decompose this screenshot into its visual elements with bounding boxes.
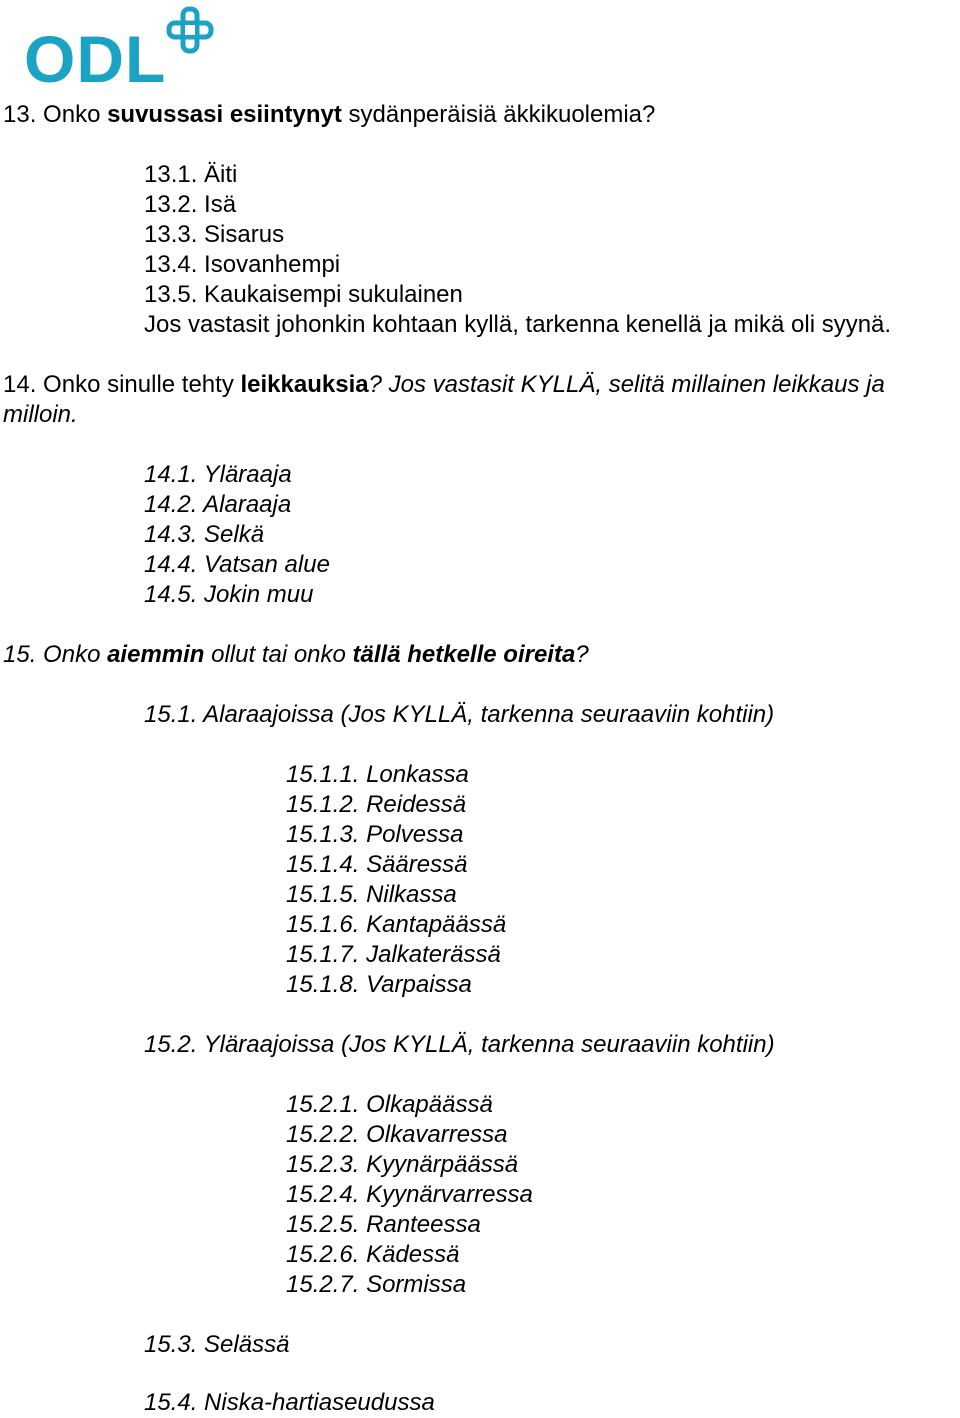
question-13 xyxy=(3,100,655,130)
q15-1-item-8: 15.1.8. Varpaissa xyxy=(286,971,472,998)
q15-2-item-3: 15.2.3. Kyynärpäässä xyxy=(286,1151,519,1178)
cross-logo-icon xyxy=(166,6,214,54)
q15-1-item-1: 15.1.1. Lonkassa xyxy=(286,761,469,788)
q15-2-item-7: 15.2.7. Sormissa xyxy=(286,1271,467,1298)
q13-item-5: 13.5. Kaukaisempi sukulainen xyxy=(144,281,463,308)
question-emphasis: leikkauksia xyxy=(240,371,369,398)
q14-item-3: 14.3. Selkä xyxy=(144,521,265,548)
q15-2-item-5: 15.2.5. Ranteessa xyxy=(286,1211,481,1238)
question-text: ollut tai onko xyxy=(204,641,353,668)
q14-item-4: 14.4. Vatsan alue xyxy=(144,551,330,578)
q15-2-item-1: 15.2.1. Olkapäässä xyxy=(286,1091,493,1118)
q13-note: Jos vastasit johonkin kohtaan kyllä, tarkenna kenellä ja mikä oli syynä. xyxy=(144,311,892,338)
question-text: ? Jos vastasit KYLLÄ, selitä millainen leikkaus ja xyxy=(368,371,885,398)
odl-logo xyxy=(24,6,224,96)
question-15 xyxy=(3,640,589,670)
q14-item-1: 14.1. Yläraaja xyxy=(144,461,292,488)
question-text: Onko sinulle tehty xyxy=(43,371,241,398)
q13-item-2: 13.2. Isä xyxy=(144,191,237,218)
question-text: ? xyxy=(575,641,589,668)
question-14-continuation: milloin. xyxy=(3,401,78,428)
q15-sub-2-label: 15.2. Yläraajoissa (Jos KYLLÄ, tarkenna seuraaviin kohtiin) xyxy=(144,1031,775,1058)
q15-sub-4-label: 15.4. Niska-hartiaseudussa xyxy=(144,1389,435,1416)
q14-item-5: 14.5. Jokin muu xyxy=(144,581,314,608)
q15-2-item-2: 15.2.2. Olkavarressa xyxy=(286,1121,508,1148)
question-emphasis: aiemmin xyxy=(107,641,205,668)
question-text: Onko xyxy=(43,641,108,668)
question-number: 15. xyxy=(3,641,37,668)
q15-2-item-6: 15.2.6. Kädessä xyxy=(286,1241,460,1268)
question-number: 14. xyxy=(3,371,37,398)
q15-1-item-5: 15.1.5. Nilkassa xyxy=(286,881,457,908)
q15-1-item-3: 15.1.3. Polvessa xyxy=(286,821,464,848)
question-text: sydänperäisiä äkkikuolemia? xyxy=(341,101,656,128)
q15-1-item-6: 15.1.6. Kantapäässä xyxy=(286,911,507,938)
q15-1-item-7: 15.1.7. Jalkaterässä xyxy=(286,941,501,968)
logo-wordmark: ODL xyxy=(24,22,167,96)
q15-sub-3-label: 15.3. Selässä xyxy=(144,1331,290,1358)
q14-item-2: 14.2. Alaraaja xyxy=(144,491,292,518)
question-emphasis: tällä hetkelle oireita xyxy=(352,641,576,668)
q13-item-3: 13.3. Sisarus xyxy=(144,221,285,248)
q15-sub-1-label: 15.1. Alaraajoissa (Jos KYLLÄ, tarkenna seuraaviin kohtiin) xyxy=(144,701,775,728)
question-emphasis: suvussasi esiintynyt xyxy=(107,101,342,128)
q15-2-item-4: 15.2.4. Kyynärvarressa xyxy=(286,1181,533,1208)
q15-1-item-4: 15.1.4. Sääressä xyxy=(286,851,468,878)
q13-item-1: 13.1. Äiti xyxy=(144,161,238,188)
question-14 xyxy=(3,370,885,400)
question-text: Onko xyxy=(43,101,108,128)
question-number: 13. xyxy=(3,101,37,128)
q13-item-4: 13.4. Isovanhempi xyxy=(144,251,341,278)
q15-1-item-2: 15.1.2. Reidessä xyxy=(286,791,467,818)
